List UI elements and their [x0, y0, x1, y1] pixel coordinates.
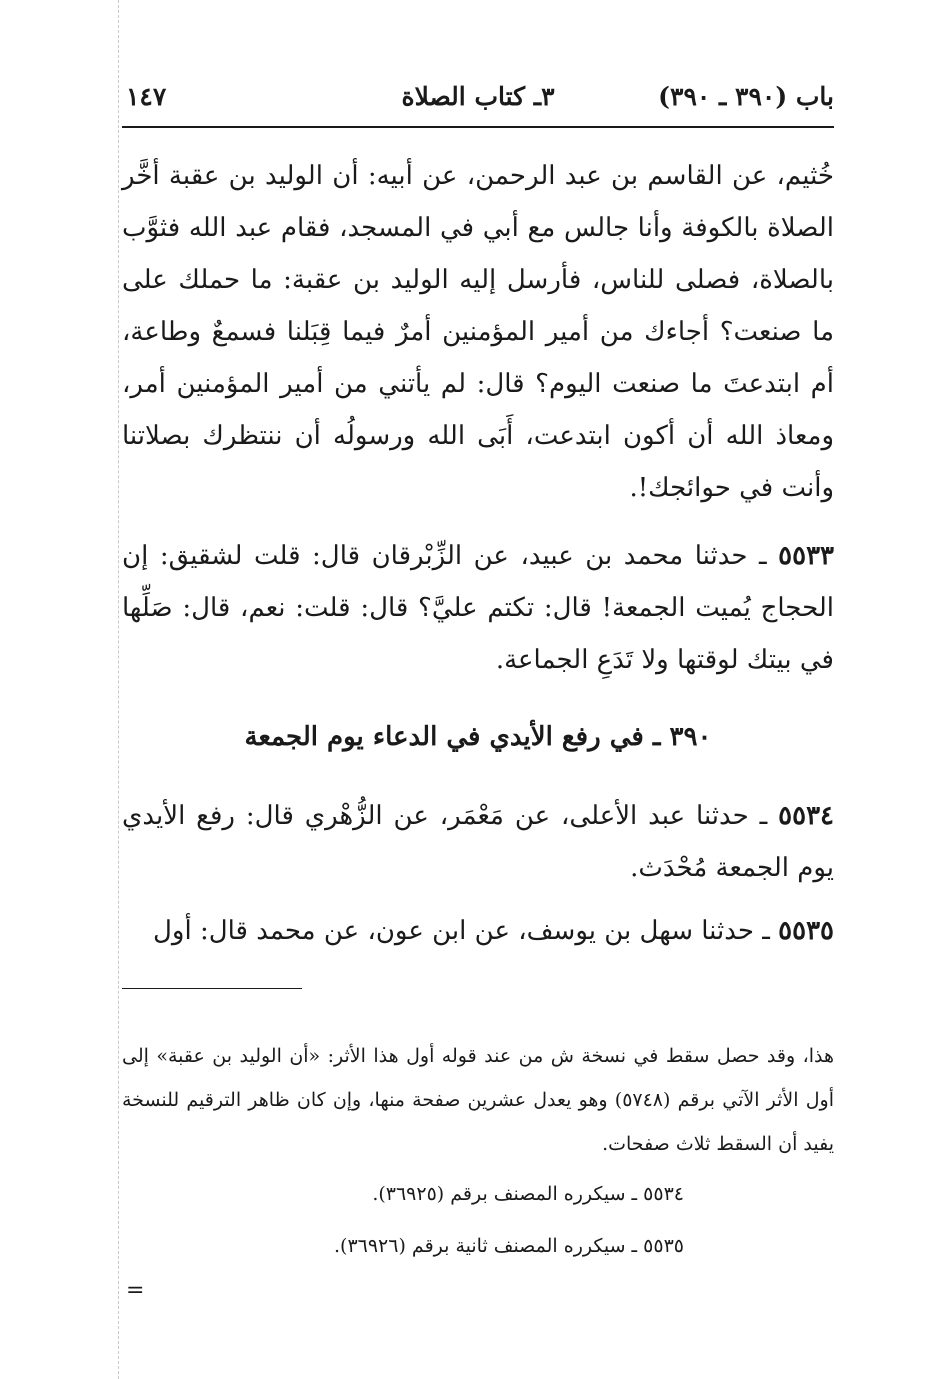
header-rule: [122, 126, 834, 128]
hadith-text: ـ حدثنا محمد بن عبيد، عن الزِّبْرقان قال: قلت لشقيق: إن الحجاج يُميت الجمعة! قال: تكتم عليَّ؟ قال: قلت: نعم، قال: صَلِّها في بيتك لوقتها ولا تَدَعِ الجماعة.: [122, 541, 834, 675]
book-page: [122, 0, 834, 1379]
continued-paragraph: خُثيم، عن القاسم بن عبد الرحمن، عن أبيه: أن الوليد بن عقبة أخَّر الصلاة بالكوفة وأنا جالس مع أبي في المسجد، فقام عبد الله فثوَّب بالصلاة، فصلى للناس، فأرسل إليه الوليد بن عقبة: ما حملك على ما صنعت؟ أجاءك من أمير المؤمنين أمرٌ فيما قِبَلنا فسمعٌ وطاعة، أم ابتدعتَ ما صنعت اليوم؟ قال: لم يأتني من أمير المؤمنين أمر، ومعاذ الله أن أكون ابتدعت، أَبَى الله ورسولُه أن ننتظرك بصلاتنا وأنت في حوائجك!.: [122, 161, 835, 503]
footnote-5534: ٥٥٣٤ ـ سيكرره المصنف برقم (٣٦٩٢٥).: [372, 1183, 684, 1205]
hadith-number: ٥٥٣٣: [778, 541, 834, 571]
section-title: ٣٩٠ ـ في رفع الأيدي في الدعاء يوم الجمعة: [244, 722, 712, 752]
hadith-5534: [122, 790, 834, 894]
page-number: ١٤٧: [126, 82, 167, 111]
running-header: [122, 82, 834, 122]
footnote-intro: هذا، وقد حصل سقط في نسخة ش من عند قوله أول هذا الأثر: «أن الوليد بن عقبة» إلى أول الأثر الآتي برقم (٥٧٤٨) وهو يعدل عشرين صفحة منها، وإن كان ظاهر الترقيم للنسخة يفيد أن السقط ثلاث صفحات.: [122, 1045, 834, 1155]
hadith-text: ـ حدثنا سهل بن يوسف، عن ابن عون، عن محمد قال: أول: [153, 916, 779, 946]
chapter-range: باب (٣٩٠ ـ ٣٩٠): [658, 82, 834, 111]
hadith-number: ٥٥٣٤: [778, 801, 834, 831]
continuation-mark: =: [126, 1278, 145, 1303]
footnote-rule: [122, 988, 302, 989]
hadith-number: ٥٥٣٥: [778, 916, 834, 946]
hadith-5533: [122, 530, 834, 686]
hadith-5535: [122, 905, 834, 957]
hadith-text: ـ حدثنا عبد الأعلى، عن مَعْمَر، عن الزُّهْري قال: رفع الأيدي يوم الجمعة مُحْدَث.: [122, 801, 834, 883]
book-title: ٣ـ كتاب الصلاة: [401, 82, 555, 111]
margin-rule: [118, 0, 119, 1379]
footnote-5535: ٥٥٣٥ ـ سيكرره المصنف ثانية برقم (٣٦٩٢٦).: [333, 1235, 684, 1257]
